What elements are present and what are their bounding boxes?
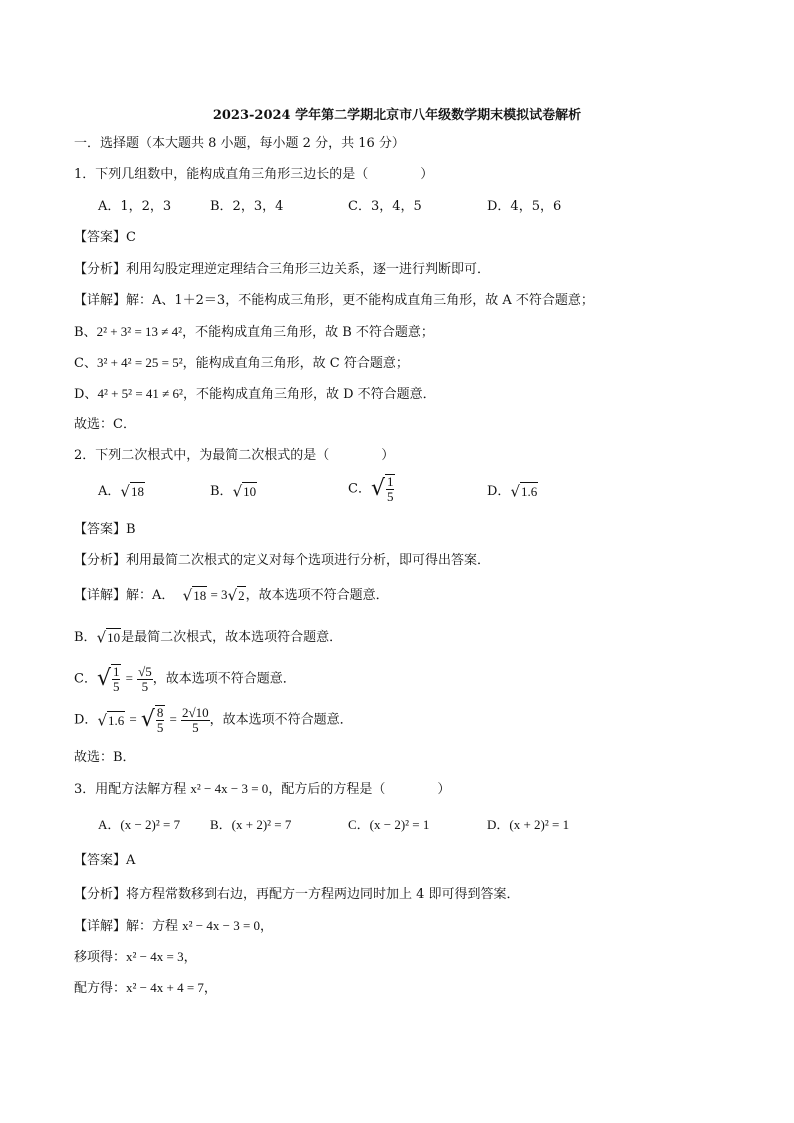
q3-complete-square: 配方得：x² − 4x + 4 = 7， <box>74 980 217 996</box>
q2-option-c: C．√ $\frac{1}{5}$ <box>348 474 394 504</box>
q1-option-a: A．1，2，3 <box>98 199 172 214</box>
q2-option-a: A．√18 <box>98 482 144 501</box>
q3-stem: 3．用配方法解方程 x² − 4x − 3 = 0，配方后的方程是（ ） <box>74 781 451 797</box>
q1-choice: 故选：C． <box>74 417 136 432</box>
q3-option-b: B．(x + 2)² = 7 <box>210 817 292 832</box>
q2-detail-d: D．√1.6 = √ $\frac{8}{5}$ = $\frac{2√10}{5}$ ，故本选项不符合题意． <box>74 704 353 735</box>
q1-analysis: 【分析】利用勾股定理逆定理结合三角形三边关系，逐一进行判断即可． <box>74 262 491 277</box>
q3-analysis: 【分析】将方程常数移到右边，再配方一方程两边同时加上 4 即可得到答案． <box>74 887 520 902</box>
q2-answer: 【答案】B <box>74 522 136 537</box>
q2-stem: 2．下列二次根式中，为最简二次根式的是（ ） <box>74 448 395 463</box>
q3-option-c: C．(x − 2)² = 1 <box>348 817 430 832</box>
q2-option-d: D．√1.6 <box>487 482 538 501</box>
q2-option-b: B．√10 <box>210 482 257 501</box>
q1-detail-c: C、3² + 4² = 25 = 5²，能构成直角三角形，故 C 符合题意； <box>74 355 409 371</box>
q1-detail-b: B、2² + 3² = 13 ≠ 4²，不能构成直角三角形，故 B 不符合题意； <box>74 324 434 340</box>
q3-detail: 【详解】解：方程 x² − 4x − 3 = 0， <box>74 918 274 934</box>
q3-option-a: A．(x − 2)² = 7 <box>98 817 181 832</box>
q1-option-b: B．2，3，4 <box>210 199 284 214</box>
q2-detail-b: B．√10是最简二次根式，故本选项符合题意． <box>74 628 343 647</box>
q2-choice: 故选：B． <box>74 750 136 765</box>
q2-detail-a: 【详解】解：A． √18 = 3√2，故本选项不符合题意． <box>74 586 389 605</box>
q3-answer: 【答案】A <box>74 853 136 868</box>
q2-analysis: 【分析】利用最简二次根式的定义对每个选项进行分析，即可得出答案． <box>74 553 491 568</box>
q1-detail: 【详解】解：A、1＋2＝3，不能构成三角形，更不能构成直角三角形，故 A 不符合题意； <box>74 293 594 308</box>
q1-detail-d: D、4² + 5² = 41 ≠ 6²，不能构成直角三角形，故 D 不符合题意． <box>74 386 436 402</box>
q1-stem: 1．下列几组数中，能构成直角三角形三边长的是（ ） <box>74 167 434 182</box>
q1-answer: 【答案】C <box>74 230 136 245</box>
page-title: 2023-2024 学年第二学期北京市八年级数学期末模拟试卷解析 <box>212 108 582 123</box>
section-heading: 一．选择题（本大题共 8 小题，每小题 2 分，共 16 分） <box>74 136 405 151</box>
q2-detail-c: C．√ $\frac{1}{5}$ = $\frac{√5}{5}$ ，故本选项不符合题意． <box>74 663 296 694</box>
q1-option-c: C．3，4，5 <box>348 199 422 214</box>
q3-move-term: 移项得：x² − 4x = 3， <box>74 949 197 965</box>
q1-option-d: D．4，5，6 <box>487 199 562 214</box>
q3-option-d: D．(x + 2)² = 1 <box>487 817 570 832</box>
